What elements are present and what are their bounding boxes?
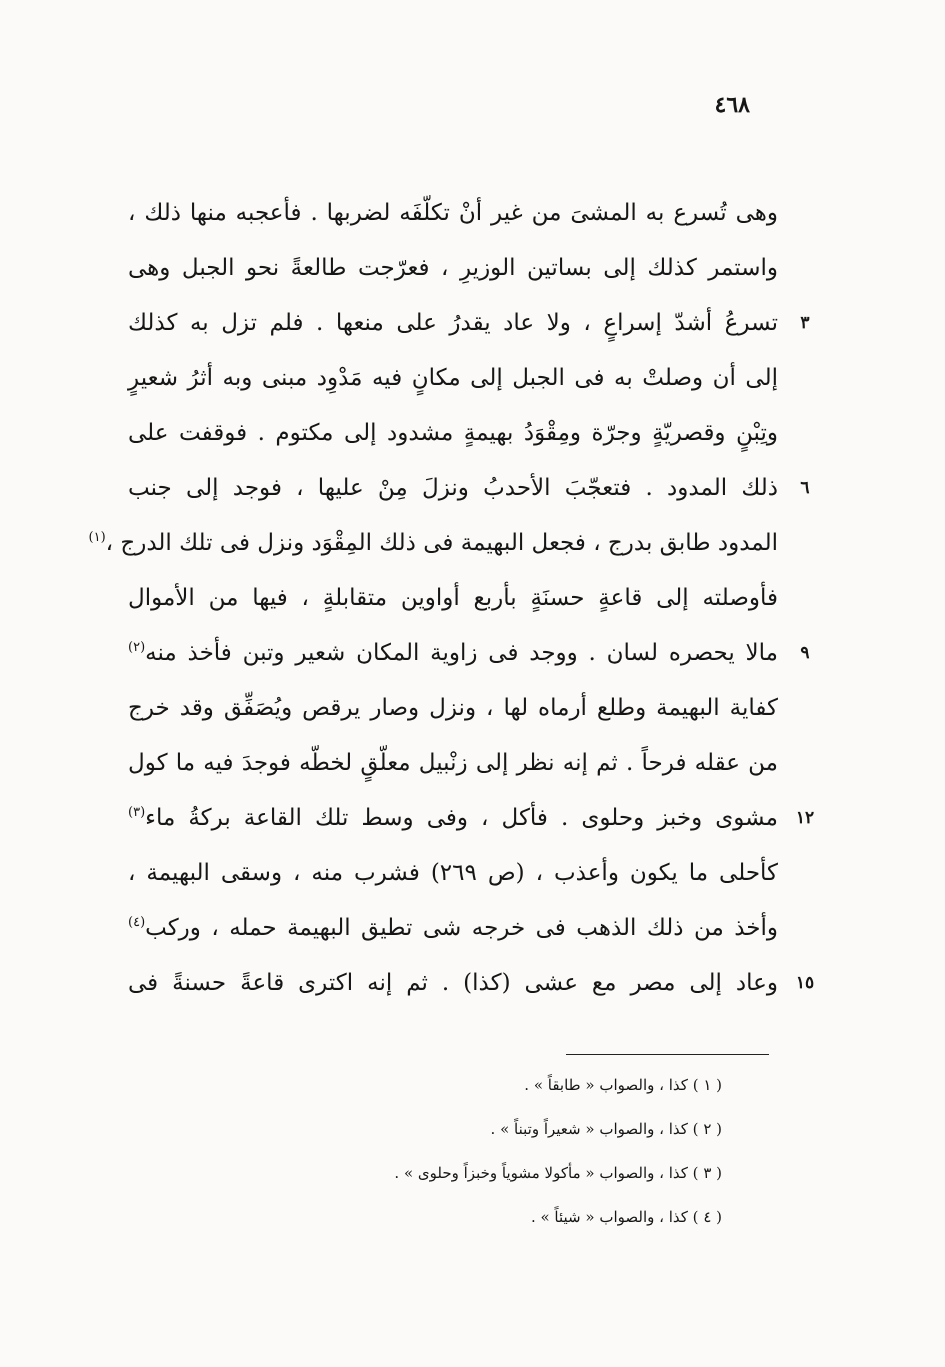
text-line-content: مالا يحصره لسان . ووجد فى زاوية المكان شعير وتبن فأخذ منه: [145, 640, 778, 666]
text-line-content: كأحلى ما يكون وأعذب ، (ص ٢٦٩) فشرب منه ، وسقى البهيمة ،: [128, 860, 778, 886]
line-number: ١٢: [795, 808, 815, 828]
text-line: [128, 963, 778, 1003]
text-line: [128, 798, 778, 838]
text-line-content: من عقله فرحاً . ثم إنه نظر إلى زنْبيل معلّقٍ لخطّه فوجدَ فيه ما كول: [128, 750, 778, 776]
text-line-content: واستمر كذلك إلى بساتين الوزيرِ ، فعرّجت طالعةً نحو الجبل وهى: [128, 255, 778, 281]
text-line-content: فأوصلته إلى قاعةٍ حسنَةٍ بأربع أواوين متقابلةٍ ، فيها من الأموال: [128, 585, 778, 611]
text-line: [128, 908, 778, 948]
footnote-marker: (٤): [128, 915, 146, 930]
text-line: [128, 688, 778, 728]
text-line-content: كفاية البهيمة وطلع أرماه لها ، ونزل وصار يرقص ويُصَفِّق وقد خرج: [128, 695, 778, 721]
footnote-marker: (٣): [128, 805, 146, 820]
footnote: ( ٣ ) كذا ، والصواب « مأكولا مشوياً وخبزاً وحلوى » .: [394, 1164, 722, 1182]
text-line: [128, 303, 778, 343]
footnote: ( ٤ ) كذا ، والصواب « شيئاً » .: [530, 1208, 722, 1226]
line-number: ١٥: [795, 973, 815, 993]
footnote-marker: (١): [88, 530, 106, 545]
footnote: ( ٢ ) كذا ، والصواب « شعيراً وتبناً » .: [490, 1120, 722, 1138]
text-line-content: المدود طابق بدرج ، فجعل البهيمة فى ذلك المِقْوَد ونزل فى تلك الدرج ،: [105, 530, 778, 556]
text-line-content: تسرعُ أشدّ إسراعٍ ، ولا عاد يقدرُ على منعها . فلم تزل به كذلك: [128, 310, 778, 336]
text-line-content: وتِبْنٍ وقصريّةٍ وجرّة ومِقْوَدُ بهيمةٍ مشدود إلى مكتوم . فوقفت على: [128, 420, 778, 446]
line-number: ٩: [800, 643, 810, 663]
text-line: [128, 193, 778, 233]
text-line: [128, 578, 778, 618]
footnote-divider: [566, 1054, 769, 1055]
text-line: [128, 853, 778, 893]
text-line: [128, 743, 778, 783]
text-line: [128, 468, 778, 508]
text-line-content: ذلك المدود . فتعجّبَ الأحدبُ ونزلَ مِنْ عليها ، فوجد إلى جنب: [128, 475, 778, 501]
text-line: [88, 523, 778, 563]
text-line-content: وأخذ من ذلك الذهب فى خرجه شى تطيق البهيمة حمله ، وركب: [145, 915, 778, 941]
line-number: ٦: [800, 478, 810, 498]
text-line-content: وعاد إلى مصر مع عشى (كذا) . ثم إنه اكترى قاعةً حسنةً فى: [128, 970, 778, 996]
text-line-content: وهى تُسرع به المشىَ من غير أنْ تكلّفَه لضربها . فأعجبه منها ذلك ،: [128, 200, 778, 226]
text-line-content: مشوى وخبز وحلوى . فأكل ، وفى وسط تلك القاعة بركةُ ماء: [145, 805, 778, 831]
text-line: [128, 248, 778, 288]
footnote-marker: (٢): [128, 640, 146, 655]
footnote: ( ١ ) كذا ، والصواب « طابقاً » .: [524, 1076, 722, 1094]
page-number: ٤٦٨: [714, 92, 750, 118]
text-line: [128, 413, 778, 453]
text-line: [128, 358, 778, 398]
line-number: ٣: [800, 313, 810, 333]
text-line-content: إلى أن وصلتْ به فى الجبل إلى مكانٍ فيه مَدْوِد مبنى وبه أثرُ شعيرٍ: [128, 365, 778, 391]
text-line: [128, 633, 778, 673]
